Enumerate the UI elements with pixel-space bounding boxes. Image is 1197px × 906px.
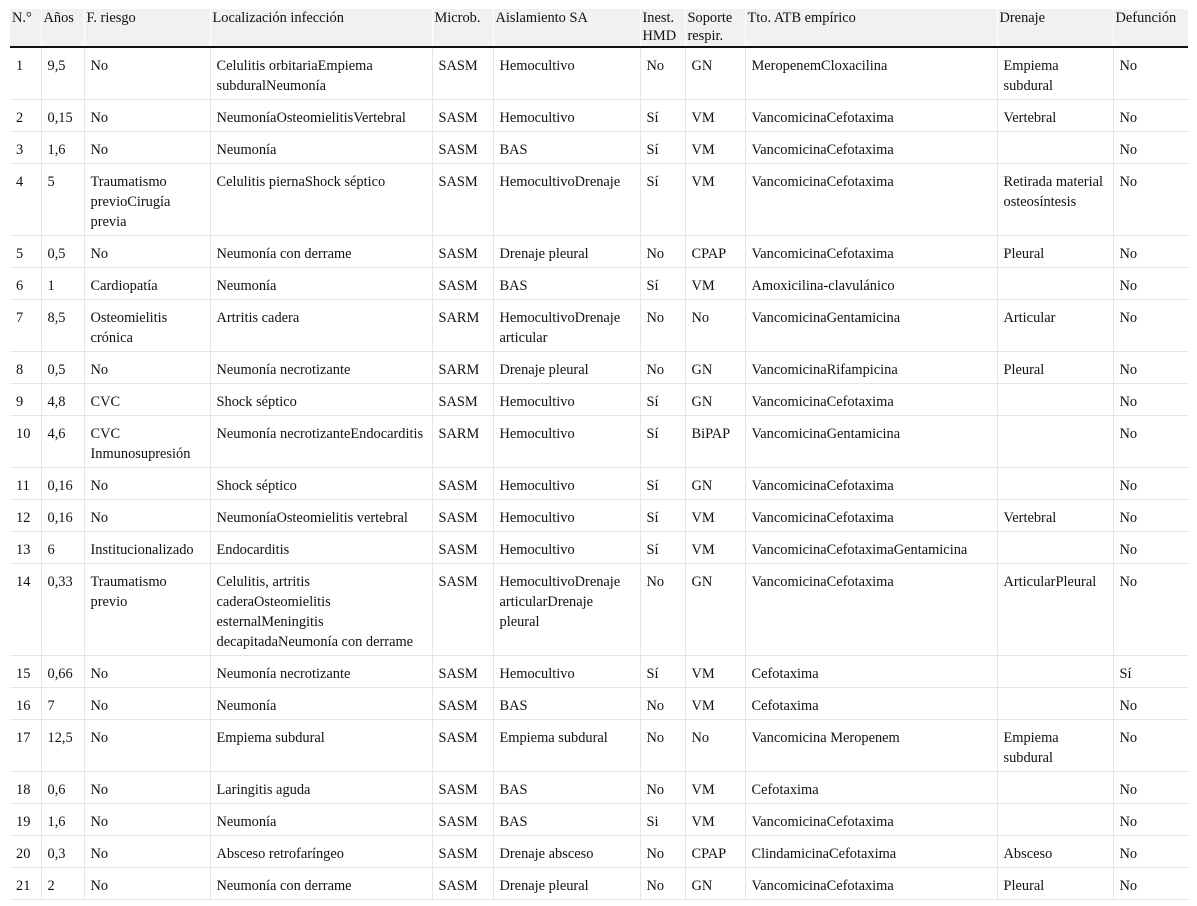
cell-number: 8 bbox=[10, 352, 41, 384]
cell-infection-site: Celulitis, artritis caderaOsteomielitis esternalMeningitis decapitadaNeumonía con derrame bbox=[210, 564, 432, 656]
cell-infection-site: Shock séptico bbox=[210, 468, 432, 500]
cell-hemodynamic-instability: Sí bbox=[640, 500, 685, 532]
cell-risk-factor: No bbox=[84, 500, 210, 532]
cell-risk-factor: Institucionalizado bbox=[84, 532, 210, 564]
col-header-drainage: Drenaje bbox=[997, 9, 1113, 47]
cell-empiric-antibiotic: VancomicinaCefotaxima bbox=[745, 804, 997, 836]
cell-age: 1,6 bbox=[41, 804, 84, 836]
cell-death: No bbox=[1113, 384, 1188, 416]
cell-hemodynamic-instability: Sí bbox=[640, 268, 685, 300]
cell-microbe: SASM bbox=[432, 804, 493, 836]
cell-age: 6 bbox=[41, 532, 84, 564]
cell-age: 1,6 bbox=[41, 132, 84, 164]
cell-hemodynamic-instability: No bbox=[640, 352, 685, 384]
cell-death: No bbox=[1113, 352, 1188, 384]
cell-number: 6 bbox=[10, 268, 41, 300]
cell-risk-factor: CVC Inmunosupresión bbox=[84, 416, 210, 468]
cell-respiratory-support: GN bbox=[685, 352, 745, 384]
cell-microbe: SASM bbox=[432, 532, 493, 564]
cell-respiratory-support: No bbox=[685, 720, 745, 772]
cell-sa-isolation: HemocultivoDrenaje bbox=[493, 164, 640, 236]
cell-sa-isolation: Hemocultivo bbox=[493, 500, 640, 532]
cell-sa-isolation: BAS bbox=[493, 772, 640, 804]
table-row bbox=[10, 532, 1188, 564]
cell-microbe: SASM bbox=[432, 564, 493, 656]
cell-drainage bbox=[997, 688, 1113, 720]
patients-table-container bbox=[10, 9, 1188, 900]
cell-microbe: SASM bbox=[432, 132, 493, 164]
col-header-number: N.° bbox=[10, 9, 41, 47]
cell-hemodynamic-instability: No bbox=[640, 720, 685, 772]
cell-microbe: SARM bbox=[432, 352, 493, 384]
cell-death: No bbox=[1113, 532, 1188, 564]
table-row bbox=[10, 772, 1188, 804]
cell-death: No bbox=[1113, 100, 1188, 132]
cell-empiric-antibiotic: VancomicinaCefotaxima bbox=[745, 384, 997, 416]
cell-death: No bbox=[1113, 804, 1188, 836]
cell-death: No bbox=[1113, 868, 1188, 900]
cell-infection-site: NeumoníaOsteomielitisVertebral bbox=[210, 100, 432, 132]
cell-age: 9,5 bbox=[41, 47, 84, 100]
cell-sa-isolation: Empiema subdural bbox=[493, 720, 640, 772]
table-row bbox=[10, 688, 1188, 720]
table-header bbox=[10, 9, 1188, 47]
cell-age: 0,33 bbox=[41, 564, 84, 656]
cell-infection-site: Celulitis orbitariaEmpiema subduralNeumonía bbox=[210, 47, 432, 100]
header-row bbox=[10, 9, 1188, 47]
table-row bbox=[10, 468, 1188, 500]
table-row bbox=[10, 384, 1188, 416]
cell-empiric-antibiotic: VancomicinaCefotaxima bbox=[745, 164, 997, 236]
table-row bbox=[10, 720, 1188, 772]
cell-risk-factor: No bbox=[84, 132, 210, 164]
cell-sa-isolation: Hemocultivo bbox=[493, 468, 640, 500]
cell-microbe: SASM bbox=[432, 836, 493, 868]
cell-infection-site: Endocarditis bbox=[210, 532, 432, 564]
cell-empiric-antibiotic: VancomicinaCefotaxima bbox=[745, 100, 997, 132]
patients-table bbox=[10, 9, 1188, 900]
cell-microbe: SASM bbox=[432, 164, 493, 236]
cell-risk-factor: No bbox=[84, 804, 210, 836]
cell-age: 8,5 bbox=[41, 300, 84, 352]
cell-hemodynamic-instability: Si bbox=[640, 804, 685, 836]
cell-risk-factor: No bbox=[84, 772, 210, 804]
cell-empiric-antibiotic: VancomicinaGentamicina bbox=[745, 416, 997, 468]
cell-empiric-antibiotic: MeropenemCloxacilina bbox=[745, 47, 997, 100]
cell-risk-factor: Traumatismo previoCirugía previa bbox=[84, 164, 210, 236]
table-row bbox=[10, 500, 1188, 532]
cell-microbe: SASM bbox=[432, 100, 493, 132]
cell-age: 12,5 bbox=[41, 720, 84, 772]
cell-infection-site: Neumonía bbox=[210, 688, 432, 720]
cell-respiratory-support: CPAP bbox=[685, 836, 745, 868]
cell-number: 19 bbox=[10, 804, 41, 836]
cell-drainage: Vertebral bbox=[997, 100, 1113, 132]
cell-risk-factor: No bbox=[84, 868, 210, 900]
cell-infection-site: Laringitis aguda bbox=[210, 772, 432, 804]
cell-respiratory-support: VM bbox=[685, 164, 745, 236]
col-header-sa-isolation: Aislamiento SA bbox=[493, 9, 640, 47]
table-row bbox=[10, 352, 1188, 384]
cell-infection-site: Artritis cadera bbox=[210, 300, 432, 352]
cell-age: 0,16 bbox=[41, 468, 84, 500]
cell-infection-site: Empiema subdural bbox=[210, 720, 432, 772]
cell-sa-isolation: HemocultivoDrenaje articular bbox=[493, 300, 640, 352]
cell-hemodynamic-instability: No bbox=[640, 688, 685, 720]
cell-death: No bbox=[1113, 564, 1188, 656]
cell-empiric-antibiotic: VancomicinaCefotaxima bbox=[745, 468, 997, 500]
cell-number: 5 bbox=[10, 236, 41, 268]
cell-hemodynamic-instability: Sí bbox=[640, 468, 685, 500]
cell-microbe: SASM bbox=[432, 656, 493, 688]
cell-empiric-antibiotic: VancomicinaCefotaximaGentamicina bbox=[745, 532, 997, 564]
cell-drainage bbox=[997, 804, 1113, 836]
cell-respiratory-support: VM bbox=[685, 804, 745, 836]
table-row bbox=[10, 300, 1188, 352]
cell-infection-site: Absceso retrofaríngeo bbox=[210, 836, 432, 868]
cell-respiratory-support: GN bbox=[685, 868, 745, 900]
cell-empiric-antibiotic: Vancomicina Meropenem bbox=[745, 720, 997, 772]
cell-death: No bbox=[1113, 416, 1188, 468]
cell-age: 0,66 bbox=[41, 656, 84, 688]
cell-microbe: SASM bbox=[432, 384, 493, 416]
cell-age: 4,6 bbox=[41, 416, 84, 468]
cell-drainage bbox=[997, 416, 1113, 468]
cell-respiratory-support: CPAP bbox=[685, 236, 745, 268]
table-row bbox=[10, 804, 1188, 836]
cell-hemodynamic-instability: Sí bbox=[640, 656, 685, 688]
cell-respiratory-support: GN bbox=[685, 47, 745, 100]
cell-empiric-antibiotic: ClindamicinaCefotaxima bbox=[745, 836, 997, 868]
cell-sa-isolation: Hemocultivo bbox=[493, 532, 640, 564]
cell-risk-factor: No bbox=[84, 100, 210, 132]
cell-number: 16 bbox=[10, 688, 41, 720]
table-row bbox=[10, 656, 1188, 688]
cell-risk-factor: No bbox=[84, 720, 210, 772]
cell-drainage: Retirada material osteosíntesis bbox=[997, 164, 1113, 236]
cell-hemodynamic-instability: No bbox=[640, 564, 685, 656]
cell-risk-factor: No bbox=[84, 688, 210, 720]
cell-number: 4 bbox=[10, 164, 41, 236]
cell-risk-factor: Cardiopatía bbox=[84, 268, 210, 300]
cell-drainage: Pleural bbox=[997, 868, 1113, 900]
cell-drainage bbox=[997, 468, 1113, 500]
cell-sa-isolation: Hemocultivo bbox=[493, 656, 640, 688]
table-row bbox=[10, 47, 1188, 100]
table-row bbox=[10, 416, 1188, 468]
cell-age: 0,5 bbox=[41, 352, 84, 384]
cell-microbe: SASM bbox=[432, 236, 493, 268]
cell-drainage: Articular bbox=[997, 300, 1113, 352]
cell-hemodynamic-instability: No bbox=[640, 47, 685, 100]
col-header-respiratory-support: Soporte respir. bbox=[685, 9, 745, 47]
cell-microbe: SASM bbox=[432, 500, 493, 532]
table-row bbox=[10, 132, 1188, 164]
cell-respiratory-support: VM bbox=[685, 688, 745, 720]
cell-sa-isolation: BAS bbox=[493, 268, 640, 300]
cell-infection-site: Neumonía con derrame bbox=[210, 868, 432, 900]
cell-respiratory-support: VM bbox=[685, 500, 745, 532]
cell-infection-site: Celulitis piernaShock séptico bbox=[210, 164, 432, 236]
cell-empiric-antibiotic: VancomicinaCefotaxima bbox=[745, 500, 997, 532]
cell-drainage: Absceso bbox=[997, 836, 1113, 868]
cell-death: No bbox=[1113, 836, 1188, 868]
cell-number: 13 bbox=[10, 532, 41, 564]
cell-drainage: Empiema subdural bbox=[997, 720, 1113, 772]
cell-death: No bbox=[1113, 236, 1188, 268]
cell-respiratory-support: GN bbox=[685, 468, 745, 500]
cell-empiric-antibiotic: VancomicinaCefotaxima bbox=[745, 564, 997, 656]
cell-sa-isolation: Hemocultivo bbox=[493, 416, 640, 468]
cell-sa-isolation: BAS bbox=[493, 688, 640, 720]
cell-age: 1 bbox=[41, 268, 84, 300]
cell-number: 14 bbox=[10, 564, 41, 656]
cell-death: No bbox=[1113, 500, 1188, 532]
cell-death: No bbox=[1113, 772, 1188, 804]
cell-number: 18 bbox=[10, 772, 41, 804]
cell-death: No bbox=[1113, 468, 1188, 500]
cell-microbe: SASM bbox=[432, 868, 493, 900]
cell-empiric-antibiotic: Cefotaxima bbox=[745, 688, 997, 720]
cell-number: 11 bbox=[10, 468, 41, 500]
cell-age: 0,16 bbox=[41, 500, 84, 532]
cell-drainage bbox=[997, 132, 1113, 164]
table-row bbox=[10, 236, 1188, 268]
cell-drainage bbox=[997, 656, 1113, 688]
cell-risk-factor: CVC bbox=[84, 384, 210, 416]
cell-microbe: SARM bbox=[432, 416, 493, 468]
cell-respiratory-support: BiPAP bbox=[685, 416, 745, 468]
cell-infection-site: Neumonía con derrame bbox=[210, 236, 432, 268]
cell-empiric-antibiotic: VancomicinaCefotaxima bbox=[745, 132, 997, 164]
cell-death: No bbox=[1113, 164, 1188, 236]
table-row bbox=[10, 268, 1188, 300]
cell-drainage bbox=[997, 384, 1113, 416]
cell-respiratory-support: VM bbox=[685, 100, 745, 132]
cell-sa-isolation: Hemocultivo bbox=[493, 100, 640, 132]
cell-risk-factor: No bbox=[84, 47, 210, 100]
cell-hemodynamic-instability: Sí bbox=[640, 384, 685, 416]
cell-hemodynamic-instability: No bbox=[640, 300, 685, 352]
cell-infection-site: NeumoníaOsteomielitis vertebral bbox=[210, 500, 432, 532]
cell-hemodynamic-instability: No bbox=[640, 868, 685, 900]
cell-drainage bbox=[997, 532, 1113, 564]
cell-infection-site: Neumonía necrotizante bbox=[210, 656, 432, 688]
cell-respiratory-support: VM bbox=[685, 532, 745, 564]
cell-death: Sí bbox=[1113, 656, 1188, 688]
cell-age: 0,6 bbox=[41, 772, 84, 804]
cell-infection-site: Neumonía necrotizanteEndocarditis bbox=[210, 416, 432, 468]
cell-hemodynamic-instability: Sí bbox=[640, 100, 685, 132]
cell-drainage: Pleural bbox=[997, 236, 1113, 268]
cell-respiratory-support: GN bbox=[685, 564, 745, 656]
cell-empiric-antibiotic: Cefotaxima bbox=[745, 772, 997, 804]
cell-drainage: Vertebral bbox=[997, 500, 1113, 532]
cell-respiratory-support: VM bbox=[685, 132, 745, 164]
cell-number: 7 bbox=[10, 300, 41, 352]
cell-number: 2 bbox=[10, 100, 41, 132]
cell-age: 5 bbox=[41, 164, 84, 236]
cell-age: 7 bbox=[41, 688, 84, 720]
cell-hemodynamic-instability: No bbox=[640, 772, 685, 804]
cell-number: 21 bbox=[10, 868, 41, 900]
cell-infection-site: Neumonía bbox=[210, 804, 432, 836]
cell-risk-factor: No bbox=[84, 236, 210, 268]
table-row bbox=[10, 868, 1188, 900]
cell-risk-factor: Traumatismo previo bbox=[84, 564, 210, 656]
cell-number: 3 bbox=[10, 132, 41, 164]
cell-drainage: Pleural bbox=[997, 352, 1113, 384]
col-header-infection-site: Localización infección bbox=[210, 9, 432, 47]
cell-microbe: SARM bbox=[432, 300, 493, 352]
cell-drainage bbox=[997, 268, 1113, 300]
cell-death: No bbox=[1113, 720, 1188, 772]
cell-microbe: SASM bbox=[432, 468, 493, 500]
cell-sa-isolation: HemocultivoDrenaje articularDrenaje pleural bbox=[493, 564, 640, 656]
cell-microbe: SASM bbox=[432, 47, 493, 100]
cell-death: No bbox=[1113, 688, 1188, 720]
cell-death: No bbox=[1113, 132, 1188, 164]
cell-risk-factor: Osteomielitis crónica bbox=[84, 300, 210, 352]
cell-drainage bbox=[997, 772, 1113, 804]
cell-hemodynamic-instability: No bbox=[640, 236, 685, 268]
cell-infection-site: Neumonía bbox=[210, 268, 432, 300]
col-header-hemodynamic-instability: Inest. HMD bbox=[640, 9, 685, 47]
cell-empiric-antibiotic: Amoxicilina-clavulánico bbox=[745, 268, 997, 300]
cell-respiratory-support: GN bbox=[685, 384, 745, 416]
col-header-risk-factor: F. riesgo bbox=[84, 9, 210, 47]
cell-respiratory-support: No bbox=[685, 300, 745, 352]
cell-hemodynamic-instability: Sí bbox=[640, 532, 685, 564]
cell-sa-isolation: Drenaje absceso bbox=[493, 836, 640, 868]
cell-infection-site: Neumonía necrotizante bbox=[210, 352, 432, 384]
cell-respiratory-support: VM bbox=[685, 656, 745, 688]
cell-hemodynamic-instability: Sí bbox=[640, 416, 685, 468]
table-row bbox=[10, 564, 1188, 656]
col-header-empiric-antibiotic: Tto. ATB empírico bbox=[745, 9, 997, 47]
cell-risk-factor: No bbox=[84, 836, 210, 868]
cell-number: 1 bbox=[10, 47, 41, 100]
cell-infection-site: Neumonía bbox=[210, 132, 432, 164]
col-header-death: Defunción bbox=[1113, 9, 1188, 47]
cell-respiratory-support: VM bbox=[685, 268, 745, 300]
cell-microbe: SASM bbox=[432, 720, 493, 772]
cell-number: 20 bbox=[10, 836, 41, 868]
cell-number: 17 bbox=[10, 720, 41, 772]
cell-hemodynamic-instability: Sí bbox=[640, 164, 685, 236]
cell-death: No bbox=[1113, 268, 1188, 300]
cell-hemodynamic-instability: No bbox=[640, 836, 685, 868]
cell-age: 0,5 bbox=[41, 236, 84, 268]
cell-number: 15 bbox=[10, 656, 41, 688]
cell-sa-isolation: Hemocultivo bbox=[493, 384, 640, 416]
table-row bbox=[10, 164, 1188, 236]
cell-drainage: Empiema subdural bbox=[997, 47, 1113, 100]
cell-sa-isolation: Hemocultivo bbox=[493, 47, 640, 100]
cell-empiric-antibiotic: VancomicinaCefotaxima bbox=[745, 868, 997, 900]
col-header-microbe: Microb. bbox=[432, 9, 493, 47]
cell-microbe: SASM bbox=[432, 268, 493, 300]
cell-empiric-antibiotic: VancomicinaCefotaxima bbox=[745, 236, 997, 268]
cell-age: 4,8 bbox=[41, 384, 84, 416]
cell-empiric-antibiotic: Cefotaxima bbox=[745, 656, 997, 688]
cell-death: No bbox=[1113, 300, 1188, 352]
cell-age: 0,15 bbox=[41, 100, 84, 132]
cell-death: No bbox=[1113, 47, 1188, 100]
cell-risk-factor: No bbox=[84, 352, 210, 384]
cell-number: 9 bbox=[10, 384, 41, 416]
cell-sa-isolation: Drenaje pleural bbox=[493, 868, 640, 900]
table-row bbox=[10, 836, 1188, 868]
cell-sa-isolation: Drenaje pleural bbox=[493, 352, 640, 384]
cell-sa-isolation: BAS bbox=[493, 804, 640, 836]
cell-empiric-antibiotic: VancomicinaRifampicina bbox=[745, 352, 997, 384]
table-body bbox=[10, 47, 1188, 900]
cell-microbe: SASM bbox=[432, 688, 493, 720]
cell-infection-site: Shock séptico bbox=[210, 384, 432, 416]
col-header-age: Años bbox=[41, 9, 84, 47]
cell-risk-factor: No bbox=[84, 656, 210, 688]
cell-microbe: SASM bbox=[432, 772, 493, 804]
cell-sa-isolation: BAS bbox=[493, 132, 640, 164]
cell-hemodynamic-instability: Sí bbox=[640, 132, 685, 164]
cell-risk-factor: No bbox=[84, 468, 210, 500]
cell-number: 12 bbox=[10, 500, 41, 532]
cell-respiratory-support: VM bbox=[685, 772, 745, 804]
cell-drainage: ArticularPleural bbox=[997, 564, 1113, 656]
cell-age: 0,3 bbox=[41, 836, 84, 868]
table-row bbox=[10, 100, 1188, 132]
cell-age: 2 bbox=[41, 868, 84, 900]
cell-empiric-antibiotic: VancomicinaGentamicina bbox=[745, 300, 997, 352]
cell-number: 10 bbox=[10, 416, 41, 468]
cell-sa-isolation: Drenaje pleural bbox=[493, 236, 640, 268]
